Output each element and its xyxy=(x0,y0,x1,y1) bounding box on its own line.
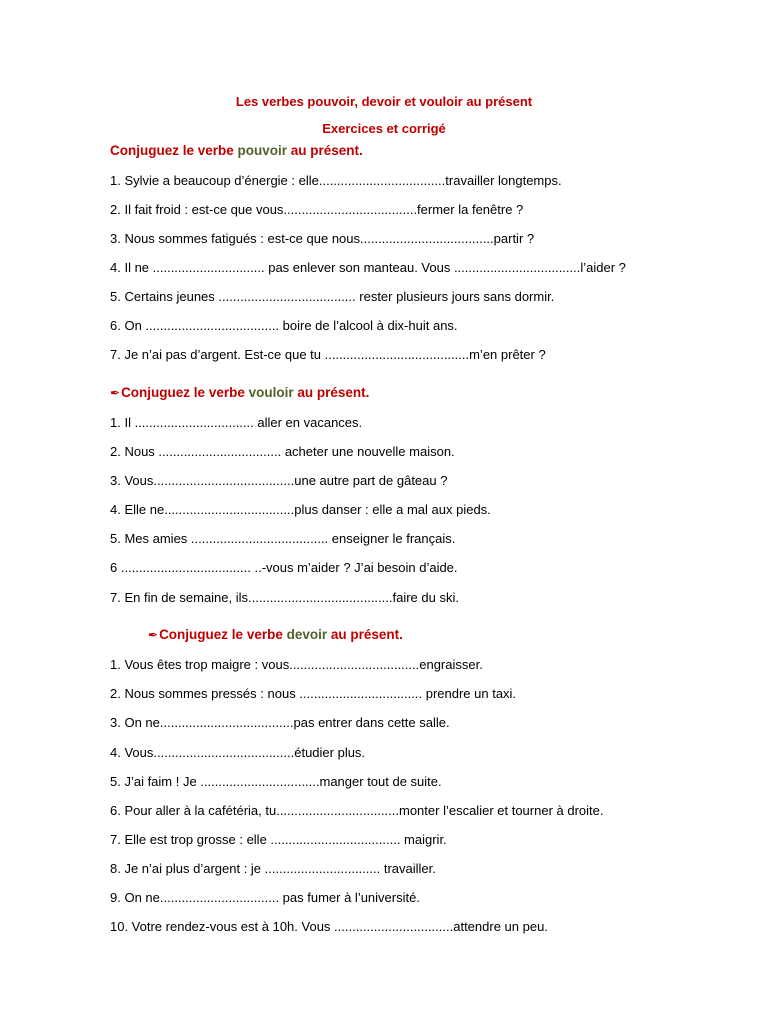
section-heading-prefix: Conjuguez le verbe xyxy=(110,143,238,158)
exercise-line: 5. Mes amies ...................................... enseigner le français. xyxy=(110,531,456,546)
section-heading-suffix: au présent. xyxy=(327,627,403,642)
section-heading-suffix: au présent. xyxy=(293,385,370,400)
exercise-line: 1. Il ................................. aller en vacances. xyxy=(110,415,363,430)
exercise-line: 1. Vous êtes trop maigre : vous....................................engraisser. xyxy=(110,657,483,672)
section-heading-suffix: au présent. xyxy=(287,143,363,158)
section-heading-prefix: Conjuguez le verbe xyxy=(121,385,249,400)
exercise-line: 2. Nous .................................. acheter une nouvelle maison. xyxy=(110,444,455,459)
exercise-line: 4. Vous.......................................étudier plus. xyxy=(110,745,366,760)
exercise-line: 4. Elle ne....................................plus danser : elle a mal aux pieds. xyxy=(110,502,491,517)
exercise-line: 7. En fin de semaine, ils........................................faire du ski. xyxy=(110,590,459,605)
exercise-line: 5. Certains jeunes ...................................... rester plusieurs jours sans dormir. xyxy=(110,289,555,304)
section-heading-devoir xyxy=(148,627,403,643)
exercise-line: 4. Il ne ............................... pas enlever son manteau. Vous ...................................l’aider ? xyxy=(110,260,626,275)
section-heading-vouloir xyxy=(110,385,369,401)
document-title: Les verbes pouvoir, devoir et vouloir au présent xyxy=(235,94,533,109)
section-verb: devoir xyxy=(286,627,328,642)
exercise-line: 6. Pour aller à la cafétéria, tu..................................monter l’escalier et tourner à droite. xyxy=(110,803,604,818)
exercise-line: 8. Je n’ai plus d’argent : je ................................ travailler. xyxy=(110,861,436,876)
section-verb: pouvoir xyxy=(237,143,288,158)
exercise-line: 7. Je n’ai pas d’argent. Est-ce que tu ........................................m’en prêter ? xyxy=(110,347,546,362)
pen-icon: ✒ xyxy=(110,386,121,400)
exercise-line: 3. On ne.....................................pas entrer dans cette salle. xyxy=(110,715,450,730)
section-heading-pouvoir xyxy=(110,143,363,159)
exercise-line: 5. J’ai faim ! Je .................................manger tout de suite. xyxy=(110,774,442,789)
pen-icon: ✒ xyxy=(148,628,159,642)
exercise-line: 6. On ..................................... boire de l’alcool à dix-huit ans. xyxy=(110,318,458,333)
section-heading-prefix: Conjuguez le verbe xyxy=(159,627,287,642)
exercise-line: 3. Nous sommes fatigués : est-ce que nous.....................................partir ? xyxy=(110,231,535,246)
document-subtitle: Exercices et corrigé xyxy=(322,121,446,136)
exercise-line: 2. Il fait froid : est-ce que vous.....................................fermer la fenêtre ? xyxy=(110,202,524,217)
exercise-line: 6 .................................... ..-vous m’aider ? J’ai besoin d’aide. xyxy=(110,560,458,575)
section-verb: vouloir xyxy=(248,385,294,400)
exercise-line: 3. Vous.......................................une autre part de gâteau ? xyxy=(110,473,448,488)
exercise-line: 2. Nous sommes pressés : nous .................................. prendre un taxi. xyxy=(110,686,517,701)
exercise-line: 9. On ne................................. pas fumer à l’université. xyxy=(110,890,420,905)
exercise-line: 1. Sylvie a beaucoup d’énergie : elle...................................travailler longtemps. xyxy=(110,173,562,188)
exercise-line: 7. Elle est trop grosse : elle .................................... maigrir. xyxy=(110,832,447,847)
exercise-line: 10. Votre rendez-vous est à 10h. Vous .................................attendre un peu. xyxy=(110,919,548,934)
